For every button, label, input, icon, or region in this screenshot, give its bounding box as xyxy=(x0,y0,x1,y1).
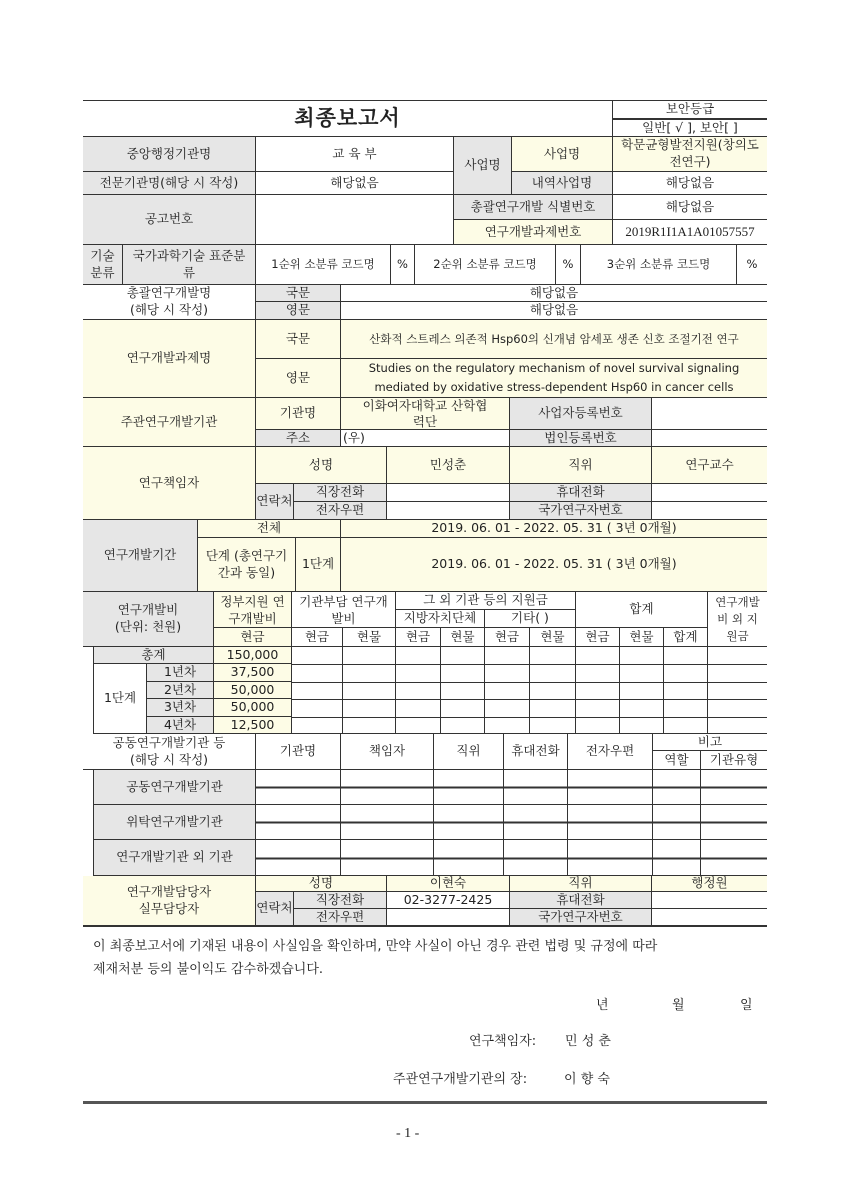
joint-label-cell xyxy=(83,734,256,770)
agency-label: 전문기관명(해당 시 작성) xyxy=(83,172,256,195)
gov-header: 정부지원 연구개발비 xyxy=(214,592,292,628)
date-day: 일 xyxy=(740,998,753,1013)
period-label: 연구개발기간 xyxy=(83,520,198,592)
etc-inkind-header: 현물 xyxy=(530,628,576,647)
pi-sign-name: 민 성 춘 xyxy=(565,1034,611,1049)
other-header: 그 외 기관 등의 지원금 xyxy=(396,592,576,610)
budget-empty-grid xyxy=(292,647,767,734)
budget-stage1-label: 1단계 xyxy=(93,664,147,734)
project-en-value: Studies on the regulatory mechanism of novel survival signaling mediated by oxidative stress-dependent Hsp60 in cancer cells xyxy=(341,359,767,398)
pi-mobile-label: 휴대전화 xyxy=(510,484,652,502)
ministry-value: 교 육 부 xyxy=(256,137,454,172)
overall-name-sublabel: (해당 시 작성) xyxy=(129,302,209,317)
rank2-pct: % xyxy=(556,245,581,285)
etc-header: 기타( ) xyxy=(485,610,576,628)
admin-label-cell xyxy=(83,876,256,926)
rank1-code: 1순위 소분류 코드명 xyxy=(256,245,391,285)
period-stage-label: 단계 (총연구기간과 동일) xyxy=(198,538,296,592)
report-title: 최종보고서 xyxy=(83,101,613,137)
subprogram-label: 내역사업명 xyxy=(512,172,613,195)
gov-cash-header: 현금 xyxy=(214,628,292,647)
rank1-pct: % xyxy=(391,245,415,285)
pi-name-value: 민성춘 xyxy=(387,447,510,484)
pi-position-label: 직위 xyxy=(510,447,652,484)
pi-email-label: 전자우편 xyxy=(294,502,387,520)
corp-reg-label: 법인등록번호 xyxy=(510,430,652,447)
joint-col-email: 전자우편 xyxy=(568,734,653,770)
rank2-code: 2순위 소분류 코드명 xyxy=(415,245,556,285)
footer-rule xyxy=(83,1101,767,1104)
outside-header: 연구개발비 외 지원금 xyxy=(708,592,767,647)
year2-gov-cash: 50,000 xyxy=(214,682,292,699)
addr-value: (우) xyxy=(341,430,510,447)
inst-cash-header: 현금 xyxy=(292,628,343,647)
ministry-label: 중앙행정기관명 xyxy=(83,137,256,172)
admin-label2: 실무담당자 xyxy=(138,900,200,916)
joint-row-joint: 공동연구개발기관 xyxy=(93,770,256,805)
joint-col-position: 직위 xyxy=(434,734,504,770)
year1-gov-cash: 37,500 xyxy=(214,664,292,682)
admin-email-label: 전자우편 xyxy=(294,909,387,926)
overall-name-label-cell xyxy=(83,285,256,320)
security-value: 일반[ √ ], 보안[ ] xyxy=(613,119,767,137)
period-total-label: 전체 xyxy=(198,520,341,538)
project-ko-value: 산화적 스트레스 의존적 Hsp60의 신개념 암세포 생존 신호 조절기전 연구 xyxy=(341,320,767,359)
admin-name-label: 성명 xyxy=(256,876,387,892)
year3-label: 3년차 xyxy=(147,699,214,717)
overall-en-value: 해당없음 xyxy=(341,302,767,320)
admin-name-value: 이현숙 xyxy=(387,876,510,892)
pi-name-label: 성명 xyxy=(256,447,387,484)
host-org-label: 주관연구개발기관 xyxy=(83,398,256,447)
tech-class-label: 기술 분류 xyxy=(83,245,123,285)
year3-gov-cash: 50,000 xyxy=(214,699,292,717)
sum-total-header: 합계 xyxy=(664,628,708,647)
host-name-label: 기관명 xyxy=(256,398,341,430)
joint-row-commission: 위탁연구개발기관 xyxy=(93,805,256,840)
pi-researcher-no-label: 국가연구자번호 xyxy=(510,502,652,520)
joint-sublabel: (해당 시 작성) xyxy=(129,751,209,767)
joint-remarks: 비고 xyxy=(653,734,767,751)
program-value: 학문균형발전지원(창의도전연구) xyxy=(613,137,767,172)
grand-total-label: 총계 xyxy=(93,647,214,664)
budget-label: 연구개발비 xyxy=(117,602,179,618)
grand-total-value: 150,000 xyxy=(214,647,292,664)
declaration-line1: 이 최종보고서에 기재된 내용이 사실임을 확인하며, 만약 사실이 아닌 경우 관련 법령 및 규정에 따라 xyxy=(93,939,658,954)
admin-mobile-value xyxy=(652,892,767,909)
admin-contact-label: 연락처 xyxy=(256,892,294,926)
admin-researcher-no-label: 국가연구자번호 xyxy=(510,909,652,926)
host-name-value: 이화여자대학교 산학협력단 xyxy=(341,398,510,430)
project-no-label: 연구개발과제번호 xyxy=(454,220,613,245)
addr-label: 주소 xyxy=(256,430,341,447)
overall-name-label: 총괄연구개발명 xyxy=(126,285,212,301)
year2-label: 2년차 xyxy=(147,682,214,699)
budget-label-cell xyxy=(83,592,214,647)
admin-office-phone-label: 직장전화 xyxy=(294,892,387,909)
agency-value: 해당없음 xyxy=(256,172,454,195)
local-cash-header: 현금 xyxy=(396,628,441,647)
pi-researcher-no-value xyxy=(652,502,767,520)
overall-ko-label: 국문 xyxy=(256,285,341,302)
pi-mobile-value xyxy=(652,484,767,502)
joint-col-org: 기관명 xyxy=(256,734,341,770)
project-no-value: 2019R1I1A1A01057557 xyxy=(613,220,767,245)
joint-empty-grid xyxy=(256,770,767,876)
pi-label: 연구책임자 xyxy=(83,447,256,520)
announcement-label: 공고번호 xyxy=(83,195,256,245)
joint-col-mobile: 휴대전화 xyxy=(504,734,568,770)
year4-gov-cash: 12,500 xyxy=(214,717,292,734)
admin-researcher-no-value xyxy=(652,909,767,926)
overall-en-label: 영문 xyxy=(256,302,341,320)
table-bottom-rule xyxy=(83,925,767,927)
rank3-code: 3순위 소분류 코드명 xyxy=(581,245,737,285)
year1-label: 1년차 xyxy=(147,664,214,682)
admin-position-label: 직위 xyxy=(510,876,652,892)
joint-row-other: 연구개발기관 외 기관 xyxy=(93,840,256,876)
project-ko-label: 국문 xyxy=(256,320,341,359)
sum-inkind-header: 현물 xyxy=(620,628,664,647)
pi-contact-label: 연락처 xyxy=(256,484,294,520)
corp-reg-value xyxy=(652,430,767,447)
biz-reg-value xyxy=(652,398,767,430)
project-title-label: 연구개발과제명 xyxy=(83,320,256,398)
etc-cash-header: 현금 xyxy=(485,628,530,647)
period-stage1-label: 1단계 xyxy=(296,538,341,592)
program-label: 사업명 xyxy=(512,137,613,172)
date-year: 년 xyxy=(596,998,609,1013)
declaration-line2: 제재처분 등의 불이익도 감수하겠습니다. xyxy=(93,962,324,977)
local-gov-header: 지방자치단체 xyxy=(396,610,485,628)
joint-label: 공동연구개발기관 등 xyxy=(112,734,226,750)
period-total-value: 2019. 06. 01 - 2022. 05. 31 ( 3년 0개월) xyxy=(341,520,767,538)
date-month: 월 xyxy=(672,998,685,1013)
admin-mobile-label: 휴대전화 xyxy=(510,892,652,909)
subprogram-value: 해당없음 xyxy=(613,172,767,195)
inst-header: 기관부담 연구개발비 xyxy=(292,592,396,628)
tech-std-label: 국가과학기술 표준분류 xyxy=(123,245,256,285)
project-en-label: 영문 xyxy=(256,359,341,398)
head-sign-name: 이 향 숙 xyxy=(564,1072,610,1087)
overall-ko-value: 해당없음 xyxy=(341,285,767,302)
budget-unit: (단위: 천원) xyxy=(114,619,182,634)
announcement-value xyxy=(256,195,454,245)
inst-inkind-header: 현물 xyxy=(343,628,396,647)
period-stage1-value: 2019. 06. 01 - 2022. 05. 31 ( 3년 0개월) xyxy=(341,538,767,592)
pi-email-value xyxy=(387,502,510,520)
pi-sign-label: 연구책임자: xyxy=(469,1034,537,1049)
sum-cash-header: 현금 xyxy=(576,628,620,647)
overall-id-value: 해당없음 xyxy=(613,195,767,220)
year4-label: 4년차 xyxy=(147,717,214,734)
joint-role: 역할 xyxy=(653,751,701,770)
rank3-pct: % xyxy=(737,245,767,285)
pi-position-value: 연구교수 xyxy=(652,447,767,484)
joint-col-lead: 책임자 xyxy=(341,734,434,770)
pi-office-phone-value xyxy=(387,484,510,502)
program-group-label: 사업명 xyxy=(454,137,512,195)
overall-id-label: 총괄연구개발 식별번호 xyxy=(454,195,613,220)
page-number: - 1 - xyxy=(396,1126,420,1141)
admin-position-value: 행정원 xyxy=(652,876,767,892)
joint-org-type: 기관유형 xyxy=(701,751,767,770)
admin-office-phone-value: 02-3277-2425 xyxy=(387,892,510,909)
security-label: 보안등급 xyxy=(613,101,767,119)
pi-office-phone-label: 직장전화 xyxy=(294,484,387,502)
biz-reg-label: 사업자등록번호 xyxy=(510,398,652,430)
admin-label1: 연구개발담당자 xyxy=(126,883,212,899)
sum-header: 합계 xyxy=(576,592,708,628)
local-inkind-header: 현물 xyxy=(441,628,485,647)
head-sign-label: 주관연구개발기관의 장: xyxy=(393,1072,528,1087)
admin-email-value xyxy=(387,909,510,926)
